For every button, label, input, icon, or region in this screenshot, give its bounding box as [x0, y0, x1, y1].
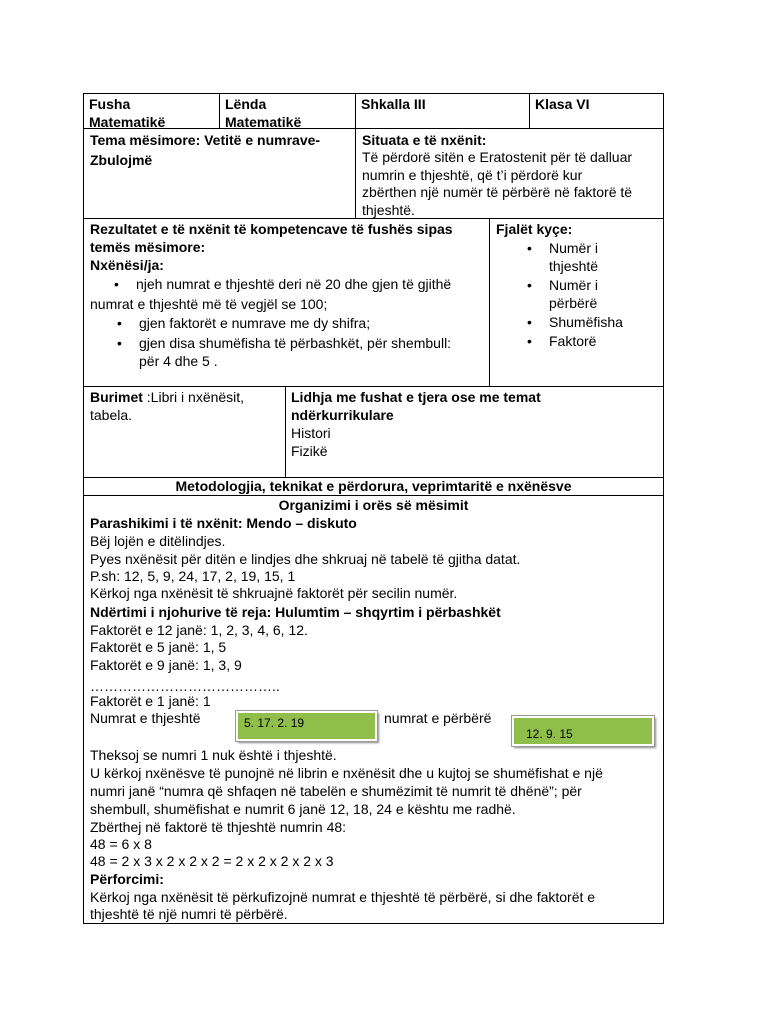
lidhja-heading: Lidhja me fushat e tjera ose me temat — [291, 389, 541, 405]
burimet-label: Burimet — [90, 389, 143, 405]
burimet: Burimet :Libri i nxënësit, — [90, 389, 245, 405]
thjeshte-box: 5. 17. 2. 19 — [236, 711, 377, 741]
dotted-line: ………………………………….. — [90, 678, 280, 694]
fjalet-item: Faktorë — [549, 333, 597, 349]
factor-line: Faktorët e 1 janë: 1 — [90, 693, 211, 709]
lidhja-heading-2: ndërkurrikulare — [291, 407, 394, 423]
rezultat-item-1: njeh numrat e thjeshtë deri në 20 dhe gjen të gjithë — [136, 276, 452, 292]
body-line: Zbërthej në faktorë të thjeshtë numrin 48: — [90, 819, 347, 835]
lidhja-fusha: Fizikë — [291, 443, 328, 459]
fjalet-heading: Fjalët kyçe: — [496, 221, 573, 237]
rezultat-item-2: gjen faktorët e numrave me dy shifra; — [139, 315, 371, 331]
fjalet-item: Numër i përbërë — [549, 277, 599, 311]
table-border-bottom — [83, 923, 664, 924]
factor-line: Faktorët e 12 janë: 1, 2, 3, 4, 6, 12. — [90, 622, 308, 638]
body-line: numri janë “numra që shfaqen në tabelën e shumëzimit të numrit të dhënë”; për — [90, 783, 582, 799]
body-line: U kërkoj nxënësve të punojnë në librin e nxënësit dhe u kujtoj se shumëfishat e një — [90, 765, 603, 781]
body-line: 48 = 6 x 8 — [90, 836, 152, 852]
col-divider-burimet — [285, 386, 286, 478]
cell-klasa: Klasa VI — [535, 96, 590, 112]
tema-label: Tema mësimore: Vetitë e numrave- — [90, 132, 321, 148]
burimet-text-2: tabela. — [90, 407, 133, 423]
body-line: Kërkoj nga nxënësit të përkufizojnë numrat e thjeshtë të përbërë, si dhe faktorët e — [90, 889, 596, 905]
rezultat-item-1-cont: numrat e thjeshtë më të vegjël se 100; — [90, 296, 328, 312]
cell-fusha: Fusha Matematikë — [89, 96, 166, 130]
rezultatet-heading-2: temës mësimore: — [90, 239, 206, 255]
body-line: thjeshtë të një numri të përbërë. — [90, 906, 288, 922]
factor-line: Faktorët e 9 janë: 1, 3, 9 — [90, 657, 242, 673]
metodologjia-heading: Metodologjia, teknikat e përdorura, veprimtaritë e nxënësve — [175, 478, 572, 494]
thjeshte-label: Numrat e thjeshtë — [90, 710, 201, 726]
body-line: Pyes nxënësit për ditën e lindjes dhe shkruaj në tabelë të gjitha datat. — [90, 551, 521, 567]
body-line: shembull, shumëfishat e numrit 6 janë 12, 18, 24 e kështu me radhë. — [90, 801, 516, 817]
row-divider-3 — [83, 386, 664, 387]
perbere-label: numrat e përbërë — [384, 710, 492, 726]
fjalet-item: Numër i thjeshtë — [549, 240, 599, 274]
situata-line: thjeshtë. — [362, 202, 415, 218]
tema-label-2: Zbulojmë — [90, 152, 153, 168]
body-line: Kërkoj nga nxënësit të shkruajnë faktorët për secilin numër. — [90, 585, 458, 601]
cell-lenda: Lënda Matematikë — [225, 96, 302, 130]
situata-line: zbërthen një numër të përbërë në faktorë të — [362, 184, 633, 200]
body-line: Theksoj se numri 1 nuk është i thjeshtë. — [90, 747, 337, 763]
cell-shkalla: Shkalla III — [361, 96, 426, 112]
lidhja-fusha: Histori — [291, 425, 331, 441]
body-line: P.sh: 12, 5, 9, 24, 17, 2, 19, 15, 1 — [90, 568, 296, 584]
parashikimi-heading: Parashikimi i të nxënit: Mendo – diskuto — [90, 515, 357, 531]
situata-line: Të përdorë sitën e Eratostenit për të dalluar — [362, 149, 633, 165]
rezultat-item-3: gjen disa shumëfisha të përbashkët, për shembull: — [139, 335, 452, 351]
situata-label: Situata e të nxënit: — [362, 132, 487, 148]
col-divider-rezultatet — [489, 218, 490, 387]
organizimi-heading: Organizimi i orës së mësimit — [278, 497, 469, 513]
factor-line: Faktorët e 5 janë: 1, 5 — [90, 639, 227, 655]
body-line: Bëj lojën e ditëlindjes. — [90, 533, 226, 549]
ndertimi-heading: Ndërtimi i njohurive të reja: Hulumtim – shqyrtim i përbashkët — [90, 604, 501, 620]
rezultat-item-3-cont: për 4 dhe 5 . — [139, 353, 218, 369]
nxenesi-label: Nxënësi/ja: — [90, 257, 164, 273]
perbere-box: 12. 9. 15 — [512, 716, 654, 746]
body-line: 48 = 2 x 3 x 2 x 2 x 2 = 2 x 2 x 2 x 2 x 3 — [90, 853, 334, 869]
situata-line: numrin e thjeshtë, që t’i përdorë kur — [362, 167, 583, 183]
perforcimi-heading: Përforcimi: — [90, 871, 164, 887]
rezultatet-heading: Rezultatet e të nxënit të kompetencave të fushës sipas — [90, 221, 453, 237]
fjalet-item: Shumëfisha — [549, 314, 623, 330]
